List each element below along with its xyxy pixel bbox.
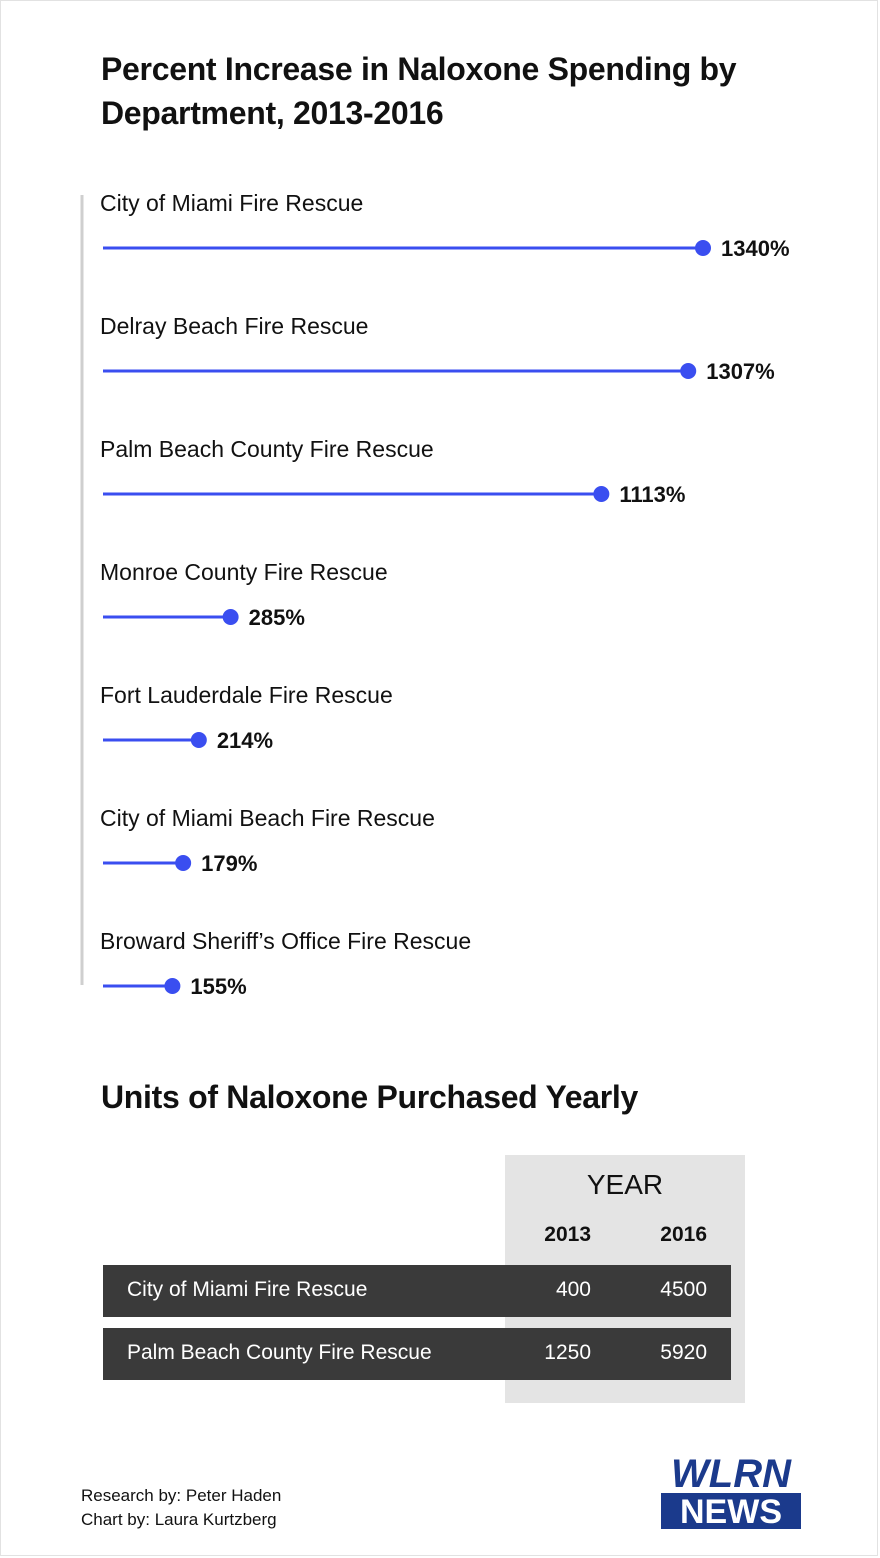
lollipop-dot [175, 855, 191, 871]
row-name: City of Miami Fire Rescue [127, 1278, 368, 1301]
row-value-2013: 1250 [544, 1341, 591, 1364]
table-group-header: YEAR [586, 1169, 664, 1200]
wlrn-news-logo [661, 1451, 801, 1531]
lollipop-dot [223, 609, 239, 625]
logo-news-text: NEWS [680, 1493, 782, 1531]
row-name: Palm Beach County Fire Rescue [127, 1341, 432, 1364]
lollipop-dot [593, 486, 609, 502]
row-value-2013: 400 [555, 1278, 591, 1301]
table-title: Units of Naloxone Purchased Yearly [101, 1079, 638, 1115]
value-label: 214% [216, 728, 274, 753]
lollipop-dot [191, 732, 207, 748]
value-label: 179% [201, 851, 258, 876]
logo-wlrn-text: WLRN [671, 1452, 791, 1496]
category-label: City of Miami Fire Rescue [100, 190, 364, 216]
value-label: 1340% [721, 236, 790, 261]
lollipop-dot [164, 978, 180, 994]
category-label: Broward Sheriff’s Office Fire Rescue [100, 928, 472, 954]
value-label: 285% [248, 605, 305, 630]
chart-title: Percent Increase in Naloxone Spending by Department, 2013-2016 [101, 51, 737, 131]
value-label: 1113% [619, 482, 686, 507]
lollipop-dot [695, 240, 711, 256]
category-label: Monroe County Fire Rescue [100, 559, 388, 585]
column-header-2016: 2016 [660, 1223, 707, 1246]
category-label: Fort Lauderdale Fire Rescue [100, 682, 393, 708]
value-label: 155% [190, 974, 247, 999]
category-label: Palm Beach County Fire Rescue [100, 436, 434, 462]
chart-credit: Chart by: Laura Kurtzberg [81, 1510, 277, 1529]
lollipop-chart [1, 181, 880, 1011]
research-credit: Research by: Peter Haden [81, 1486, 282, 1505]
category-label: Delray Beach Fire Rescue [100, 313, 369, 339]
table-row [103, 1265, 731, 1317]
chart-svg [1, 181, 880, 1011]
lollipop-dot [680, 363, 696, 379]
table-row [103, 1328, 731, 1380]
row-value-2016: 5920 [660, 1341, 707, 1364]
category-label: City of Miami Beach Fire Rescue [100, 805, 435, 831]
value-label: 1307% [706, 359, 775, 384]
row-value-2016: 4500 [660, 1278, 707, 1301]
credits [81, 1484, 281, 1532]
column-header-2013: 2013 [544, 1223, 591, 1246]
